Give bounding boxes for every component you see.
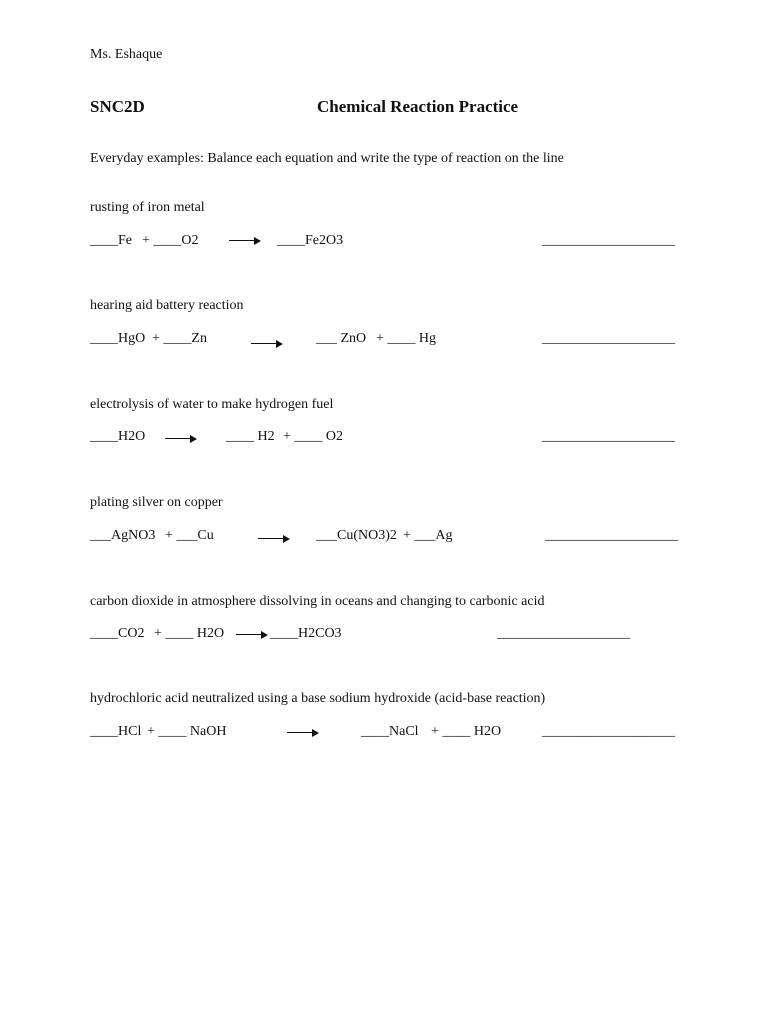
reaction-arrow-icon: [287, 729, 319, 737]
product[interactable]: ___ ZnO: [316, 331, 367, 346]
reaction-arrow-icon: [258, 535, 290, 543]
product[interactable]: ____NaCl: [361, 724, 419, 739]
problem-description: plating silver on copper: [90, 495, 223, 510]
reactant[interactable]: ____H2O: [90, 429, 146, 444]
reaction-type-line[interactable]: ___________________: [542, 233, 675, 248]
reactant[interactable]: ____Fe: [90, 233, 132, 248]
reactant[interactable]: ____CO2: [90, 626, 145, 641]
course-code: SNC2D: [90, 97, 145, 116]
problem-description: hydrochloric acid neutralized using a base sodium hydroxide (acid-base reaction): [90, 691, 546, 706]
reactant[interactable]: ____HgO: [90, 331, 146, 346]
reaction-arrow-icon: [229, 237, 261, 245]
reaction-type-line[interactable]: ___________________: [497, 626, 630, 641]
teacher-name: Ms. Eshaque: [90, 47, 163, 62]
reaction-type-line[interactable]: ___________________: [542, 724, 675, 739]
problem-description: rusting of iron metal: [90, 200, 205, 215]
reaction-arrow-icon: [251, 340, 283, 348]
reactant[interactable]: ____HCl: [90, 724, 142, 739]
reaction-type-line[interactable]: ___________________: [545, 528, 678, 543]
product[interactable]: + ____ H2O: [431, 724, 502, 739]
reaction-type-line[interactable]: ___________________: [542, 331, 675, 346]
product[interactable]: + ____ Hg: [376, 331, 437, 346]
reactant[interactable]: + ____ H2O: [154, 626, 225, 641]
product[interactable]: ____ H2: [226, 429, 275, 444]
product[interactable]: ___Cu(NO3)2: [316, 528, 397, 543]
worksheet-title: Chemical Reaction Practice: [317, 97, 519, 116]
reactant[interactable]: + ___Cu: [165, 528, 214, 543]
reactant[interactable]: ___AgNO3: [90, 528, 156, 543]
reactant[interactable]: + ____Zn: [152, 331, 207, 346]
product[interactable]: + ___Ag: [403, 528, 453, 543]
problem-description: hearing aid battery reaction: [90, 298, 244, 313]
product[interactable]: + ____ O2: [283, 429, 344, 444]
problem-description: electrolysis of water to make hydrogen fuel: [90, 397, 334, 412]
reaction-arrow-icon: [165, 435, 197, 443]
problem-description: carbon dioxide in atmosphere dissolving in oceans and changing to carbonic acid: [90, 594, 545, 609]
reactant[interactable]: + ____ NaOH: [147, 724, 227, 739]
instructions: Everyday examples: Balance each equation and write the type of reaction on the line: [90, 151, 564, 166]
reaction-arrow-icon: [236, 631, 268, 639]
product[interactable]: ____H2CO3: [270, 626, 342, 641]
reaction-type-line[interactable]: ___________________: [542, 429, 675, 444]
product[interactable]: ____Fe2O3: [277, 233, 344, 248]
reactant[interactable]: + ____O2: [142, 233, 199, 248]
